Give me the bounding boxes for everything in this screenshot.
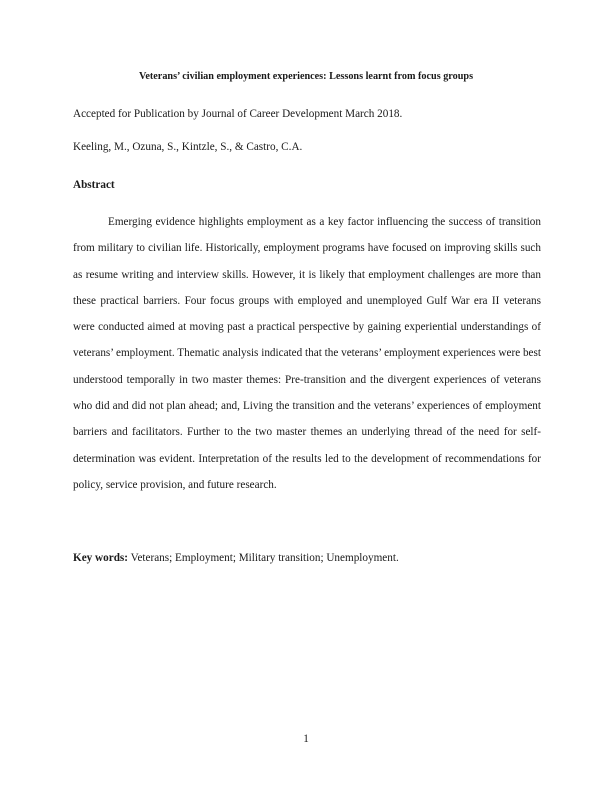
keywords-label: Key words: — [73, 552, 128, 564]
paper-title: Veterans’ civilian employment experiences: Lessons learnt from focus groups — [138, 71, 474, 82]
abstract-heading: Abstract — [73, 179, 115, 191]
publication-note: Accepted for Publication by Journal of Career Development March 2018. — [73, 108, 403, 120]
keywords-value: Veterans; Employment; Military transition; Unemployment. — [130, 552, 399, 564]
keywords-line — [73, 551, 399, 565]
author-list: Keeling, M., Ozuna, S., Kintzle, S., & Castro, C.A. — [73, 141, 303, 153]
page-number: 1 — [303, 733, 309, 745]
abstract-body: Emerging evidence highlights employment as a key factor influencing the success of transition from military to civilian life. Historically, employment programs have focused on improving skills such as resume writing and interview skills. However, it is likely that employment challenges are more than these practical barriers. Four focus groups with employed and unemployed Gulf War era II veterans were conducted aimed at moving past a practical perspective by gaining experiential understandings of veterans’ employment. Thematic analysis indicated that the veterans’ employment experiences were best understood temporally in two master themes: Pre-transition and the divergent experiences of veterans who did and did not plan ahead; and, Living the transition and the veterans’ experiences of employment barriers and facilitators. Further to the two master themes an underlying thread of the need for self-determination was evident. Interpretation of the results led to the development of recommendations for policy, service provision, and future research. — [73, 216, 541, 491]
